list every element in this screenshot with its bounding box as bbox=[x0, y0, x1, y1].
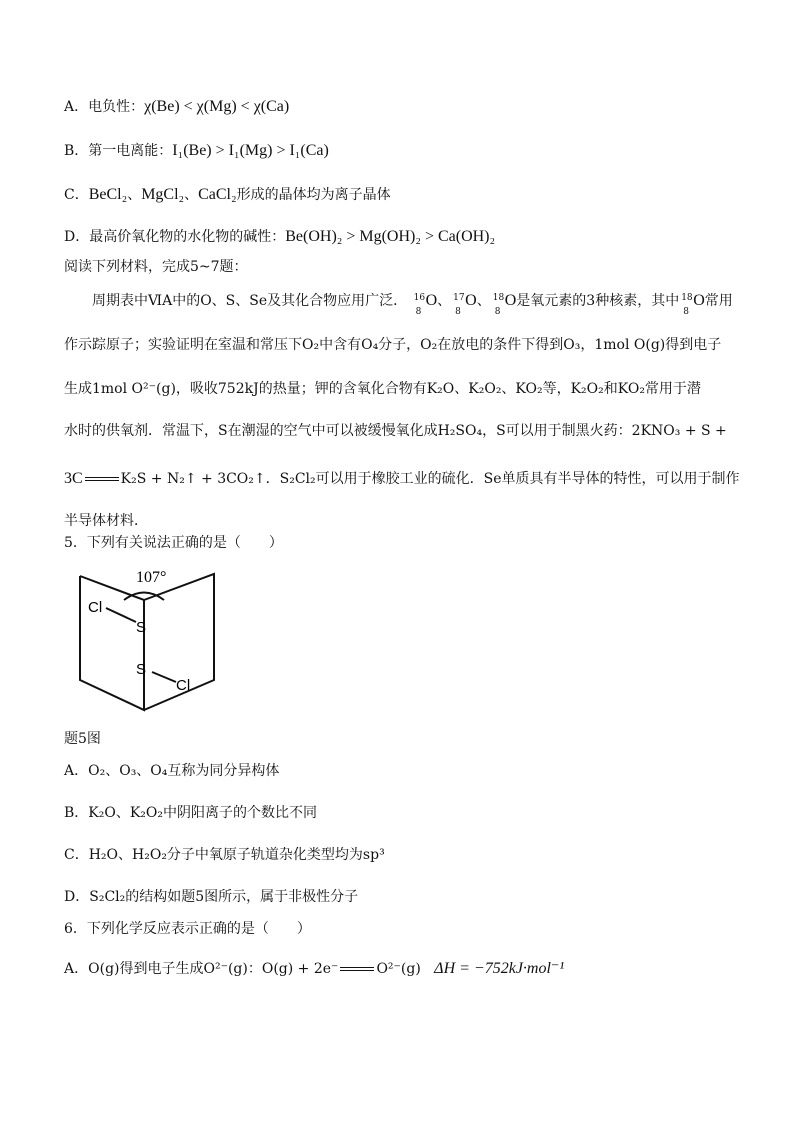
formula: BeCl₂ bbox=[88, 186, 128, 203]
option-label: A． bbox=[64, 763, 89, 779]
q5-option-a bbox=[64, 760, 279, 782]
bond-cl1 bbox=[106, 608, 136, 622]
angle-label: 107° bbox=[136, 569, 167, 586]
option-text: K₂O、K₂O₂中阴阳离子的个数比不同 bbox=[88, 805, 318, 821]
reading-line-6: 半导体材料． bbox=[64, 513, 148, 529]
mass-number: 17 bbox=[453, 293, 465, 303]
atomic-number: 8 bbox=[494, 307, 501, 317]
separator: 、 bbox=[184, 187, 199, 203]
q5-option-d bbox=[64, 886, 358, 908]
option-label: B． bbox=[64, 143, 89, 159]
atomic-number: 8 bbox=[415, 307, 422, 317]
atomic-number: 8 bbox=[455, 307, 461, 317]
option-label: D． bbox=[64, 889, 90, 905]
reading-text: 是氧元素的3种核素，其中 bbox=[516, 293, 680, 309]
q6-option-a bbox=[64, 958, 564, 980]
isotope-symbol: O bbox=[504, 292, 517, 309]
q4-option-d bbox=[64, 226, 495, 248]
formula: CaCl₂ bbox=[198, 186, 237, 203]
reading-text: 常用 bbox=[704, 293, 733, 309]
option-label: C． bbox=[64, 187, 89, 203]
q4-option-b bbox=[64, 140, 329, 162]
equation-right: K₂S + N₂↑ + 3CO₂↑．S₂Cl₂可以用于橡胶工业的硫化．Se单质具有半导体的特性，可以用于制作 bbox=[120, 471, 740, 487]
option-text: H₂O、H₂O₂分子中氧原子轨道杂化类型均为sp³ bbox=[88, 847, 385, 863]
option-text: S₂Cl₂的结构如题5图所示，属于非极性分子 bbox=[89, 889, 359, 905]
atom-cl1: Cl bbox=[88, 599, 103, 616]
q5-option-b bbox=[64, 802, 317, 824]
reading-line-1: 周期表中ⅥA中的O、S、Se及其化合物应用广泛． 16 8 O、 17 8 O、 18 8 O是氧元素的3种核素，其中 18 8 O常用 bbox=[92, 290, 733, 312]
isotope-symbol: O bbox=[693, 292, 705, 309]
option-label: B． bbox=[64, 805, 89, 821]
angle-arc bbox=[124, 593, 164, 601]
separator: 、 bbox=[127, 187, 142, 203]
s2cl2-structure-figure bbox=[64, 560, 224, 720]
equation-equals-sign bbox=[340, 967, 374, 971]
q6-stem: 6．下列化学反应表示正确的是（ ） bbox=[64, 921, 311, 937]
equation-left: 3C bbox=[64, 470, 83, 487]
q5-stem: 5．下列有关说法正确的是（ ） bbox=[64, 535, 283, 551]
option-text: O₂、O₃、O₄互称为同分异构体 bbox=[88, 763, 280, 779]
atom-s1: S bbox=[136, 619, 147, 636]
reading-line-4: 水时的供氧剂．常温下，S在潮湿的空气中可以被缓慢氧化成H₂SO₄，S可以用于制黑火药：2KNO₃ + S + bbox=[64, 423, 727, 439]
q4-option-c bbox=[64, 184, 391, 206]
mass-number: 18 bbox=[681, 293, 693, 303]
reading-line-5 bbox=[64, 468, 740, 490]
option-expression: I₁(Be) > I₁(Mg) > I₁(Ca) bbox=[172, 142, 329, 159]
s2cl2-diagram bbox=[64, 560, 224, 720]
equation-equals-sign bbox=[85, 477, 119, 481]
option-suffix: 形成的晶体均为离子晶体 bbox=[236, 187, 391, 203]
q5-option-c bbox=[64, 844, 385, 866]
mass-number: 16 bbox=[413, 293, 426, 303]
isotope-symbol: O bbox=[425, 292, 438, 309]
isotope-symbol: O bbox=[465, 292, 477, 309]
reading-intro: 阅读下列材料，完成5~7题： bbox=[64, 259, 248, 275]
reading-line-2: 作示踪原子；实验证明在室温和常压下O₂中含有O₄分子，O₂在放电的条件下得到O₃，1mol O(g)得到电子 bbox=[64, 337, 722, 353]
reading-line-3: 生成1mol O²⁻(g)，吸收752kJ的热量；钾的含氧化合物有K₂O、K₂O₂、KO₂等，K₂O₂和KO₂常用于潜 bbox=[64, 381, 701, 397]
formula: MgCl₂ bbox=[141, 186, 185, 203]
atom-cl2: Cl bbox=[176, 677, 191, 694]
equation-left: O(g)得到电子生成O²⁻(g)：O(g) + 2e⁻ bbox=[88, 961, 339, 977]
figure-caption: 题5图 bbox=[64, 731, 101, 747]
q4-option-a bbox=[64, 96, 289, 118]
isotope-prescript bbox=[412, 293, 426, 317]
enthalpy-change: ΔH = −752kJ·mol⁻¹ bbox=[434, 960, 565, 977]
reading-text: 周期表中ⅥA中的O、S、Se及其化合物应用广泛． bbox=[92, 293, 408, 309]
option-label: A． bbox=[64, 99, 89, 115]
atom-s2: S bbox=[136, 661, 147, 678]
atomic-number: 8 bbox=[683, 307, 689, 317]
option-label: C． bbox=[64, 847, 89, 863]
option-prefix: 最高价氧化物的水化物的碱性： bbox=[89, 229, 286, 245]
option-prefix: 第一电离能： bbox=[88, 143, 173, 159]
bond-cl2 bbox=[152, 672, 176, 682]
isotope-prescript bbox=[679, 293, 693, 317]
option-expression: χ(Be) < χ(Mg) < χ(Ca) bbox=[144, 98, 290, 115]
option-label: A． bbox=[64, 961, 89, 977]
left-plane bbox=[80, 576, 147, 710]
equation-right: O²⁻(g) bbox=[376, 961, 421, 977]
isotope-prescript bbox=[451, 293, 465, 317]
option-expression: Be(OH)₂ > Mg(OH)₂ > Ca(OH)₂ bbox=[285, 228, 496, 245]
option-prefix: 电负性： bbox=[88, 99, 145, 115]
isotope-prescript bbox=[491, 293, 505, 317]
mass-number: 18 bbox=[492, 293, 505, 303]
option-label: D． bbox=[64, 229, 90, 245]
